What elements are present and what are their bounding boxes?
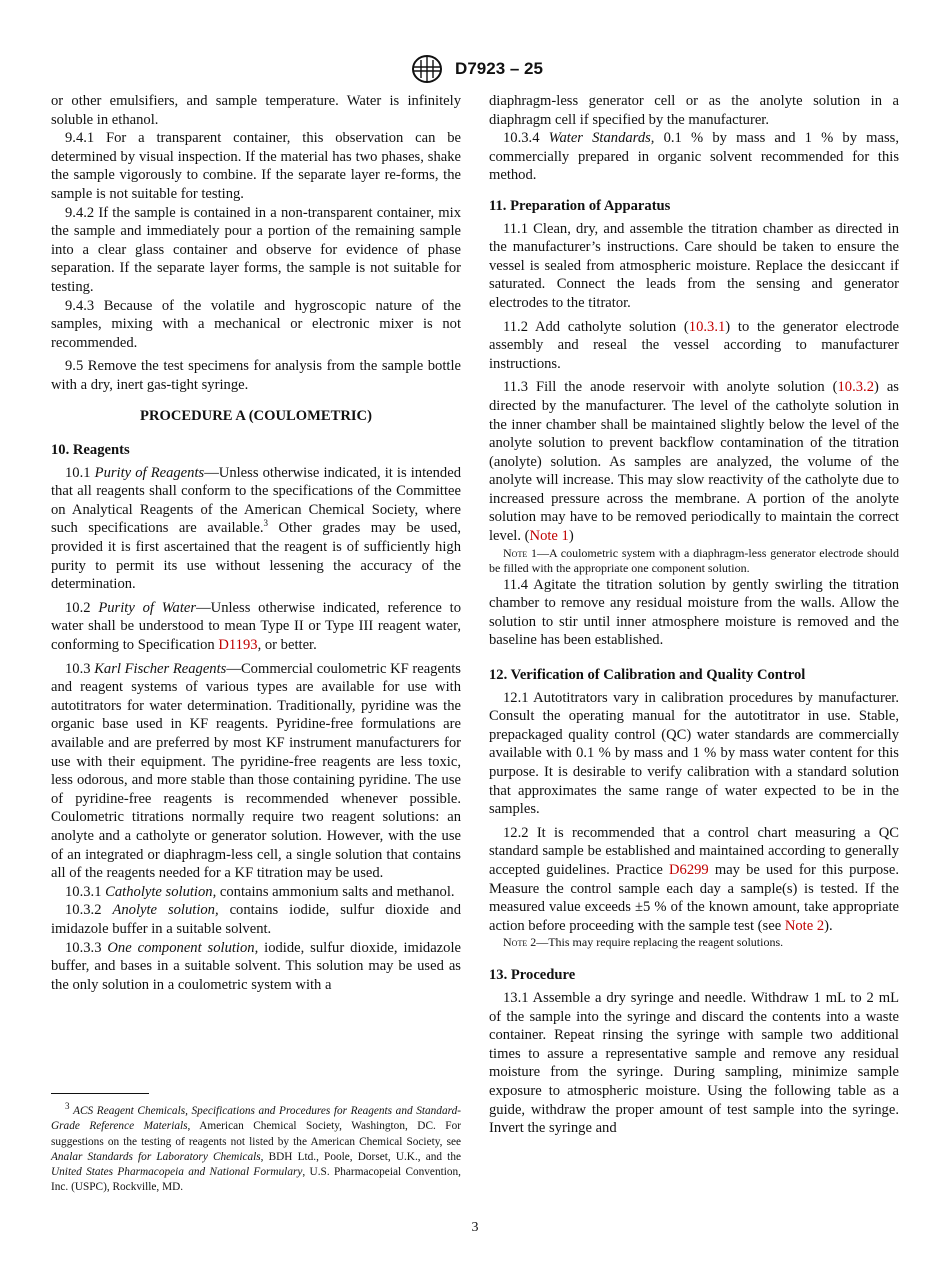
paragraph-13-1: 13.1 Assemble a dry syringe and needle. Withdraw 1 mL to 2 mL of the sample into the syringe and discard the contents into a waste container. Repeat rinsing the syringe with sample two additional times to assure a representative sample and remove any residual moisture from the syringe. During sampling, minimize sample exposure to atmospheric moisture. Using the following table as a guide, withdraw the proper amount of test sample into the syringe. Invert the syringe and [489, 989, 899, 1137]
document-designation: D7923 – 25 [455, 59, 543, 78]
note-1: Note 1—A coulometric system with a diaphragm-less generator electrode should be filled with the appropriate one component solution. [489, 545, 899, 575]
paragraph-9-4-2: 9.4.2 If the sample is contained in a non-transparent container, mix the sample and immediately pour a portion of the remaining sample into a clear glass container and observe for evidence of phase separation. If the separate layer forms, the sample is not suitable for testing. [51, 204, 461, 295]
link-note-1[interactable]: Note 1 [529, 528, 569, 545]
paragraph-10-3-3: 10.3.3 One component solution, iodide, sulfur dioxide, imidazole buffer, and bases in a suitable solvent. This solution may be used as the only solution in a coulometric system with a [51, 939, 461, 993]
paragraph-10-3: 10.3 Karl Fischer Reagents—Commercial coulometric KF reagents and reagent systems of various types are available for use with autotitrators for water determination. Traditionally, pyridine was the organic base used in KF reagents. Pyridine-free formulations are available and are preferred by most KF instrument manufacturers for use with their equipment. The pyridine-free reagents are less toxic, less odorous, and more stable than those containing pyridine. The use of pyridine-free reagents is recommended whenever possible. Coulometric titrations normally require two reagent solutions: an anolyte and a catholyte or generator solution. However, with the use of an integrated or diaphragm-less cell, a single solution that contains all of the reagents needed for a KF titration may be used. [51, 660, 461, 882]
paragraph-10-3-2: 10.3.2 Anolyte solution, contains iodide, sulfur dioxide and imidazole buffer in a suitable solvent. [51, 902, 461, 937]
footnote-ref-3: 3 [263, 518, 269, 529]
paragraph-12-2: 12.2 It is recommended that a control chart measuring a QC standard sample be established and maintained according to generally accepted guidelines. Practice D6299 may be used for this purpose. Measure the control sample each day a sample(s) is tested. If the measured value exceeds ±5 % of the known amount, take appropriate action before proceeding with the sample test (see Note 2). [489, 824, 899, 934]
note-2: Note 2—This may require replacing the reagent solutions. [503, 935, 784, 950]
paragraph-10-1: 10.1 Purity of Reagents—Unless otherwise indicated, it is intended that all reagents shall conform to the specifications of the Committee on Analytical Reagents of the American Chemical Society, where such specifications are available.$^3$ Other grades may be used, provided it is first ascertained that the reagent is of sufficiently high purity to permit its use without lessening the accuracy of the determination. [51, 464, 461, 593]
paragraph-9-4-cont: or other emulsifiers, and sample temperature. Water is infinitely soluble in ethanol. [51, 93, 461, 128]
page-number: 3 [471, 1220, 479, 1235]
paragraph-11-4: 11.4 Agitate the titration solution by gently swirling the titration chamber to remove any residual moisture from the walls. Allow the solution to stir until inner atmosphere moisture is removed and the baseline has been established. [489, 576, 899, 649]
paragraph-9-4-3: 9.4.3 Because of the volatile and hygroscopic nature of the samples, mixing with a mechanical or electronic mixer is not recommended. [51, 297, 461, 351]
page-header [0, 54, 950, 84]
section-13-heading: 13. Procedure [489, 967, 576, 984]
paragraph-10-3-3-cont: diaphragm-less generator cell or as the anolyte solution in a diaphragm cell if specified by the manufacturer. [489, 93, 899, 128]
right-column [489, 92, 899, 1138]
footnote-divider [51, 1093, 149, 1094]
link-note-2[interactable]: Note 2 [784, 917, 825, 934]
paragraph-10-2: 10.2 Purity of Water—Unless otherwise indicated, reference to water shall be understood to mean Type II or Type III reagent water, conforming to Specification D1193, or better. [51, 599, 461, 654]
link-10-3-2[interactable]: 10.3.2 [837, 379, 874, 396]
left-column [51, 92, 461, 994]
paragraph-10-3-4: 10.3.4 Water Standards, 0.1 % by mass and 1 % by mass, commercially prepared in organic solvent recommended for this method. [489, 130, 900, 184]
section-11-heading: 11. Preparation of Apparatus [489, 197, 671, 214]
paragraph-9-4-1: 9.4.1 For a transparent container, this observation can be determined by visual inspection. If the material has two phases, shake the sample vigorously to combine. If the separate layer re-forms, the sample is not suitable for testing. [51, 130, 461, 202]
astm-logo-icon [407, 54, 447, 84]
paragraph-10-3-1: 10.3.1 Catholyte solution, contains ammonium salts and methanol. [65, 883, 455, 900]
paragraph-11-2: 11.2 Add catholyte solution (10.3.1) to the generator electrode assembly and reseal the vessel according to manufacturer instructions. [489, 318, 899, 372]
paragraph-9-5: 9.5 Remove the test specimens for analysis from the sample bottle with a dry, inert gas-tight syringe. [51, 358, 461, 393]
link-10-3-1[interactable]: 10.3.1 [688, 318, 726, 335]
paragraph-11-1: 11.1 Clean, dry, and assemble the titration chamber as directed in the manufacturer’s instructions. Care should be taken to ensure the vessel is sealed from atmospheric moisture. Replace the desiccant if saturated. Connect the leads from the sensing and generator electrodes to the titrator. [489, 220, 899, 311]
paragraph-12-1: 12.1 Autotitrators vary in calibration procedures by manufacturer. Consult the operating manual for the autotitrator in use. Stable, prepackaged quality control (QC) water standards are commercially available with 0.1 % by mass and 1 % by mass water content for this purpose. It is desirable to verify calibration with a standard solution that approximates the same range of water expected to be in the samples. [489, 689, 899, 818]
link-d1193[interactable]: D1193 [218, 637, 258, 654]
footnote-3: $^3$ ACS Reagent Chemicals, Specifications and Procedures for Reagents and Standard-Grade Reference Materials, American Chemical Society, Washington, DC. For suggestions on the testing of reagents not listed by the American Chemical Society, see Analar Standards for Laboratory Chemicals, BDH Ltd., Poole, Dorset, U.K., and the United States Pharmacopeia and National Formulary, U.S. Pharmacopeial Convention, Inc. (USPC), Rockville, MD. [51, 1101, 461, 1194]
procedure-a-heading: PROCEDURE A (COULOMETRIC) [140, 407, 372, 424]
paragraph-11-3: 11.3 Fill the anode reservoir with anolyte solution (10.3.2) as directed by the manufacturer. The level of the catholyte solution in the inner chamber shall be maintained slightly below the level of the anolyte solution to prevent backflow contamination of the titration (anolyte) solution. As samples are analyzed, the volume of the anolyte will increase. This may slow reactivity of the catholyte due to increased pressure across the membrane. A portion of the anolyte solution may have to be removed periodically to maintain the correct level. (Note 1) [489, 379, 899, 545]
section-10-heading: 10. Reagents [51, 442, 130, 459]
link-d6299[interactable]: D6299 [669, 861, 709, 878]
section-12-heading: 12. Verification of Calibration and Quality Control [489, 667, 806, 684]
